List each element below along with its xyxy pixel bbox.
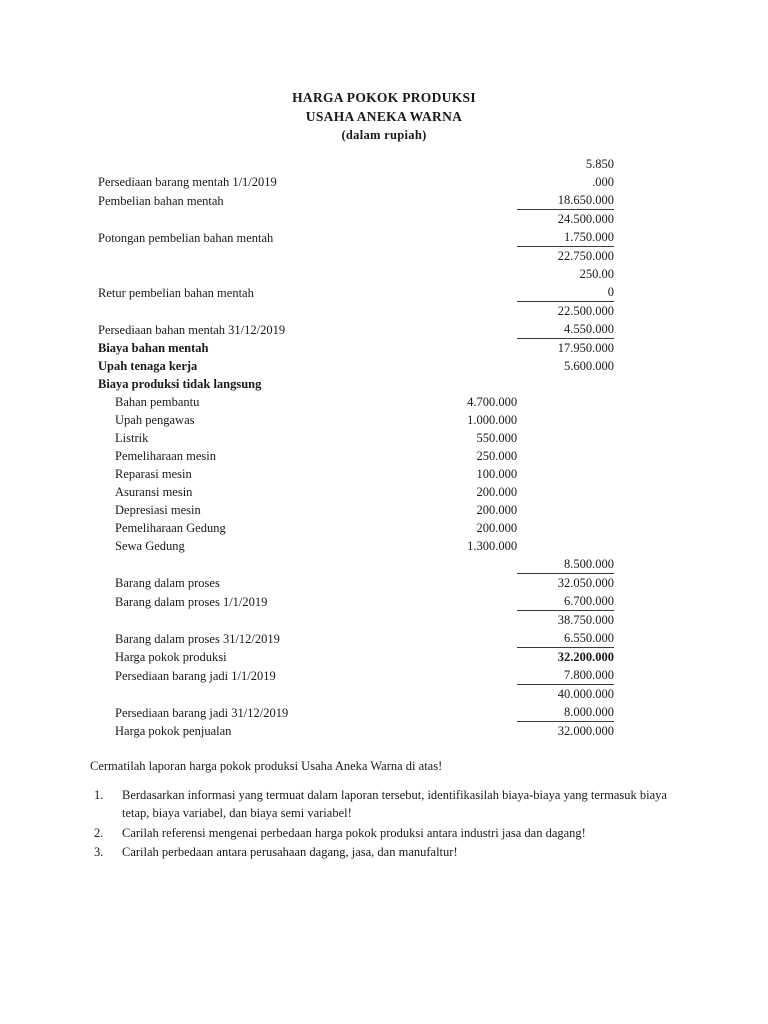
- document-subtitle: (dalam rupiah): [341, 128, 427, 142]
- row-amount: 7.800.000: [517, 666, 614, 685]
- row-label: [98, 247, 436, 266]
- row-subamount: [436, 155, 518, 173]
- statement-row: [98, 519, 614, 537]
- cost-of-production-statement: [98, 155, 614, 740]
- statement-row: [98, 228, 614, 247]
- row-subamount: [436, 722, 518, 741]
- row-subamount: 200.000: [476, 521, 518, 535]
- statement-row: [98, 629, 614, 648]
- row-label: Bahan pembantu: [115, 395, 200, 409]
- row-label: [98, 611, 436, 630]
- instructions-intro: Cermatilah laporan harga pokok produksi Usaha Aneka Warna di atas!: [90, 759, 443, 773]
- statement-row: [98, 375, 614, 393]
- row-label: [98, 265, 436, 283]
- row-subamount: 200.000: [476, 485, 518, 499]
- row-subamount: 200.000: [476, 503, 518, 517]
- row-subamount: 4.700.000: [467, 395, 518, 409]
- row-amount: [517, 519, 614, 537]
- statement-row: [98, 611, 614, 630]
- row-subamount: [436, 283, 518, 302]
- row-amount: [517, 483, 614, 501]
- row-subamount: [436, 247, 518, 266]
- statement-row: [98, 393, 614, 411]
- statement-row: [98, 155, 614, 173]
- row-subamount: [436, 302, 518, 321]
- row-amount: 6.700.000: [517, 592, 614, 611]
- statement-row: [98, 537, 614, 555]
- row-subamount: 1.000.000: [467, 413, 518, 427]
- question-text: Carilah perbedaan antara perusahaan dagang, jasa, dan manufaltur!: [122, 845, 458, 859]
- statement-row: [98, 501, 614, 519]
- row-label: Upah pengawas: [115, 413, 195, 427]
- row-subamount: [436, 265, 518, 283]
- row-amount: [517, 429, 614, 447]
- statement-row: [98, 483, 614, 501]
- row-amount: [517, 393, 614, 411]
- row-subamount: [436, 666, 518, 685]
- row-amount: 17.950.000: [557, 341, 614, 355]
- row-amount: 1.750.000: [517, 228, 614, 247]
- row-subamount: [436, 703, 518, 722]
- row-label: [98, 155, 436, 173]
- row-amount: [517, 411, 614, 429]
- row-label: Biaya bahan mentah: [98, 341, 209, 355]
- row-label: Pemeliharaan Gedung: [115, 521, 226, 535]
- row-subamount: [436, 648, 518, 667]
- row-label: [98, 302, 436, 321]
- statement-body: [98, 155, 614, 740]
- row-label: Listrik: [115, 431, 149, 445]
- row-label: Biaya produksi tidak langsung: [98, 377, 262, 391]
- row-label: Pemeliharaan mesin: [115, 449, 217, 463]
- row-amount: 32.200.000: [557, 650, 614, 664]
- row-amount: 8.500.000: [517, 555, 614, 574]
- row-subamount: [436, 629, 518, 648]
- row-label: Barang dalam proses 31/12/2019: [115, 631, 280, 646]
- row-subamount: 250.000: [476, 449, 518, 463]
- row-label: Persediaan barang mentah 1/1/2019: [98, 175, 277, 189]
- row-amount: [517, 447, 614, 465]
- row-subamount: 550.000: [476, 431, 518, 445]
- row-amount: .000: [592, 175, 614, 189]
- statement-row: [98, 357, 614, 375]
- instructions-block: [90, 757, 670, 863]
- statement-row: [98, 411, 614, 429]
- statement-row: [98, 429, 614, 447]
- row-label: Reparasi mesin: [115, 467, 192, 481]
- question-number: 3.: [94, 845, 104, 859]
- row-subamount: [436, 339, 518, 358]
- row-label: Persediaan barang jadi 31/12/2019: [115, 705, 289, 720]
- row-subamount: [436, 555, 518, 574]
- row-label: Asuransi mesin: [115, 485, 193, 499]
- statement-row: [98, 173, 614, 191]
- row-amount: 40.000.000: [557, 687, 614, 701]
- row-subamount: [436, 611, 518, 630]
- row-amount: 32.050.000: [557, 576, 614, 590]
- document-title-block: [0, 88, 768, 145]
- row-label: [98, 210, 436, 229]
- row-subamount: [436, 320, 518, 339]
- row-subamount: 100.000: [476, 467, 518, 481]
- row-amount: 8.000.000: [517, 703, 614, 722]
- row-amount: 32.000.000: [557, 724, 614, 738]
- statement-row: [98, 648, 614, 667]
- question-text: Carilah referensi mengenai perbedaan harga pokok produksi antara industri jasa dan dagang!: [122, 825, 586, 840]
- statement-row: [98, 722, 614, 741]
- statement-row: [98, 666, 614, 685]
- row-amount: 6.550.000: [517, 629, 614, 648]
- title-line-1: HARGA POKOK PRODUKSI: [292, 90, 476, 105]
- row-subamount: [436, 210, 518, 229]
- statement-row: [98, 339, 614, 358]
- statement-row: [98, 703, 614, 722]
- statement-row: [98, 465, 614, 483]
- title-line-2: USAHA ANEKA WARNA: [305, 109, 463, 124]
- row-label: [98, 555, 436, 574]
- row-label: Depresiasi mesin: [115, 503, 201, 517]
- row-label: Pembelian bahan mentah: [98, 193, 224, 208]
- row-amount: 0: [517, 283, 614, 302]
- row-amount: 5.600.000: [564, 359, 614, 373]
- row-label: Persediaan barang jadi 1/1/2019: [115, 668, 276, 683]
- row-amount: 24.500.000: [557, 212, 614, 226]
- statement-row: [98, 283, 614, 302]
- row-amount: [517, 375, 614, 393]
- statement-row: [98, 685, 614, 704]
- row-amount: [517, 537, 614, 555]
- row-label: Harga pokok penjualan: [115, 724, 232, 738]
- row-label: [98, 685, 436, 704]
- row-amount: 38.750.000: [557, 613, 614, 627]
- row-label: Persediaan bahan mentah 31/12/2019: [98, 322, 286, 337]
- row-subamount: [436, 228, 518, 247]
- row-label: Retur pembelian bahan mentah: [98, 285, 254, 300]
- row-subamount: [436, 574, 518, 593]
- row-subamount: [436, 592, 518, 611]
- statement-row: [98, 191, 614, 210]
- statement-row: [98, 555, 614, 574]
- statement-row: [98, 302, 614, 321]
- question-text: Berdasarkan informasi yang termuat dalam laporan tersebut, identifikasilah biaya-biaya yang termasuk biaya tetap, biaya variabel, dan biaya semi variabel!: [122, 787, 667, 820]
- row-amount: 4.550.000: [517, 320, 614, 339]
- row-label: Barang dalam proses 1/1/2019: [115, 594, 268, 609]
- row-amount: 22.750.000: [557, 249, 614, 263]
- question-item: [90, 824, 670, 843]
- row-label: Sewa Gedung: [115, 539, 185, 553]
- row-label: Barang dalam proses: [115, 576, 220, 590]
- row-subamount: [436, 173, 518, 191]
- row-amount: [517, 465, 614, 483]
- statement-row: [98, 247, 614, 266]
- question-number: 1.: [94, 787, 104, 802]
- question-item: [90, 786, 670, 823]
- row-subamount: [436, 191, 518, 210]
- row-subamount: [436, 357, 518, 375]
- row-label: Upah tenaga kerja: [98, 359, 198, 373]
- question-item: [90, 843, 670, 862]
- question-number: 2.: [94, 825, 104, 840]
- row-label: Harga pokok produksi: [115, 650, 227, 664]
- row-subamount: 1.300.000: [467, 539, 518, 553]
- row-subamount: [436, 375, 518, 393]
- statement-row: [98, 210, 614, 229]
- row-amount: 18.650.000: [517, 191, 614, 210]
- statement-row: [98, 265, 614, 283]
- row-amount: 5.850: [585, 157, 614, 171]
- statement-row: [98, 320, 614, 339]
- statement-row: [98, 592, 614, 611]
- row-amount: 250.00: [579, 267, 614, 281]
- statement-row: [98, 447, 614, 465]
- row-amount: [517, 501, 614, 519]
- row-subamount: [436, 685, 518, 704]
- question-list: [90, 786, 670, 862]
- row-label: Potongan pembelian bahan mentah: [98, 230, 274, 245]
- statement-row: [98, 574, 614, 593]
- row-amount: 22.500.000: [557, 304, 614, 318]
